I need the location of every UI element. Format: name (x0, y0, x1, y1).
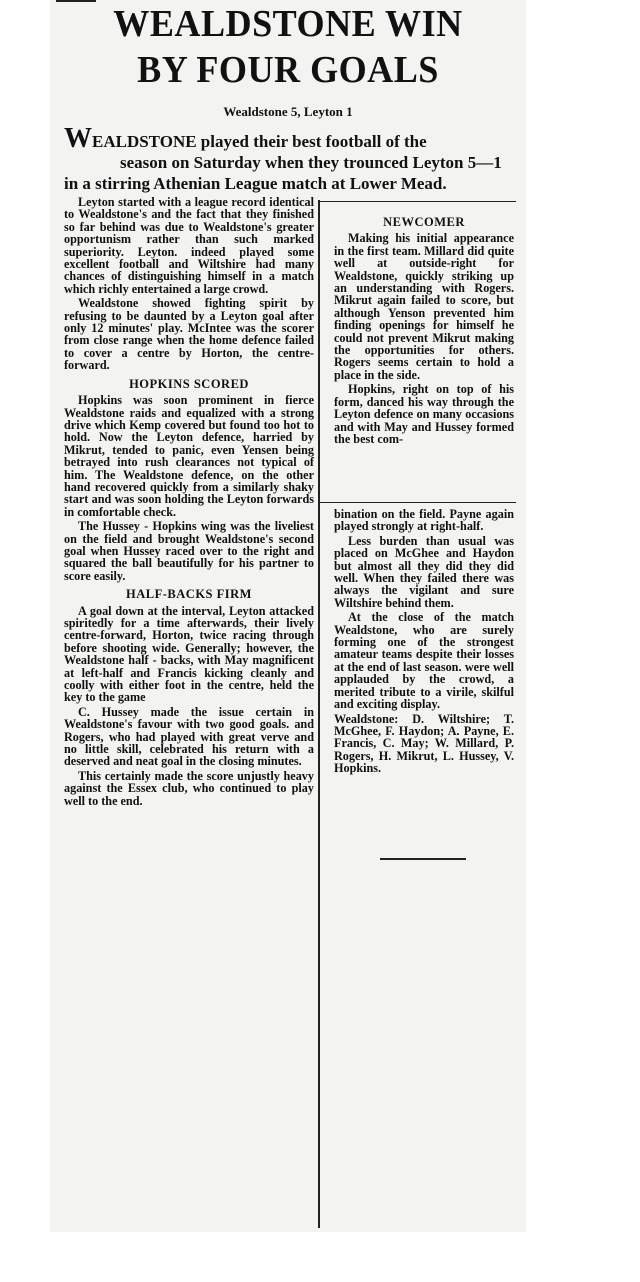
right-column-bottom (334, 508, 514, 777)
section-heading-hopkins-scored: HOPKINS SCORED (129, 376, 249, 391)
column-break-rule (320, 502, 516, 503)
paragraph: Less burden than usual was placed on McGhee and Haydon but almost all they did they did well. When they failed there was always the vigilant and sure Wiltshire behind them. (334, 533, 514, 610)
team-lineup (334, 713, 514, 775)
column-divider (318, 200, 320, 1228)
section-heading-half-backs-firm: HALF-BACKS FIRM (126, 587, 252, 602)
paragraph: Making his initial appearance in the first team. Millard did quite well at outside-right for Wealdstone, quickly striking up an understanding with Rogers. Mikrut again failed to score, but although Yenson prevented him finding openings for himself he could not prevent Mikrut making the opportunities for others. Rogers seems certain to hold a place in the side. (334, 231, 514, 382)
left-column (64, 196, 314, 809)
paragraph: Wealdstone showed fighting spirit by refusing to be daunted by a Leyton goal after only 12 minutes' play. McIntee was the scorer from close range when the home defence failed to cover a centre by Horton, the centre-forward. (64, 296, 314, 373)
paragraph: At the close of the match Wealdstone, who are surely forming one of the strongest amateur teams despite their losses at the end of last season. were well applauded by the crowd, a merited tribute to a virile, skilful and exciting display. (334, 610, 514, 712)
lede-line-1-text: EALDSTONE played their best football of the (92, 132, 427, 151)
lede-dropcap: W (64, 123, 92, 154)
column-top-rule (320, 201, 516, 202)
paragraph: A goal down at the interval, Leyton attacked spiritedly for a time afterwards, their lively centre-forward, Horton, twice racing through before shooting wide. Generally; however, the Wealdstone half - backs, with May magnificent at left-half and Francis kicking cleanly and coolly with either foot in the centre, held the key to the game (64, 603, 314, 705)
lede-line-2: season on Saturday when they trounced Leyton 5—1 (120, 153, 502, 172)
lede-line-3: in a stirring Athenian League match at Lower Mead. (64, 174, 447, 193)
lede-line-1 (64, 123, 514, 154)
paragraph: The Hussey - Hopkins wing was the liveliest on the field and brought Wealdstone's second goal when Hussey raced over to the right and squared the ball beautifully for his partner to score easily. (64, 519, 314, 583)
newspaper-clipping (50, 0, 526, 1232)
paragraph: bination on the field. Payne again played strongly at right-half. (334, 507, 514, 534)
right-column-top (334, 216, 514, 447)
lineup-label: Wealdstone: (334, 711, 399, 726)
paragraph: This certainly made the score unjustly heavy against the Essex club, who continued to play well to the end. (64, 768, 314, 808)
paragraph: Leyton started with a league record identical to Wealdstone's and the fact that they finished so far behind was due to Wealdstone's greater opportunism rather than such marked superiority. Leyton. indeed played some excellent football and Wiltshire had many chances of distinguishing himself in a match which richly entertained a large crowd. (64, 195, 314, 296)
lede-paragraph (64, 123, 514, 194)
lineup-names: D. Wiltshire; T. McGhee, F. Haydon; A. Payne, E. Francis, C. May; W. Millard, P. Rogers, H. Mikrut, L. Hussey, V. Hopkins. (334, 711, 514, 776)
score-subhead: Wealdstone 5, Leyton 1 (223, 104, 353, 119)
paragraph: Hopkins was soon prominent in fierce Wealdstone raids and equalized with a strong drive which Kemp covered but found too hot to hold. Now the Leyton defence, harried by Mikrut, tended to panic, even Yensen being betrayed into rush clearances not typical of him. The Wealdstone defence, on the other hand recovered quickly from a similarly shaky start and was soon holding the Leyton forwards in comfortable check. (64, 393, 314, 519)
end-rule (380, 858, 466, 860)
section-heading-newcomer: NEWCOMER (383, 215, 465, 229)
headline-line-2: BY FOUR GOALS (137, 49, 439, 91)
headline-line-1: WEALDSTONE WIN (113, 3, 463, 45)
paragraph: Hopkins, right on top of his form, danced his way through the Leyton defence on many occasions and with May and Hussey formed the best com- (334, 382, 514, 446)
paragraph: C. Hussey made the issue certain in Wealdstone's favour with two good goals. and Rogers, who had played with great verve and no little skill, celebrated his return with a deserved and neat goal in the closing minutes. (64, 704, 314, 769)
